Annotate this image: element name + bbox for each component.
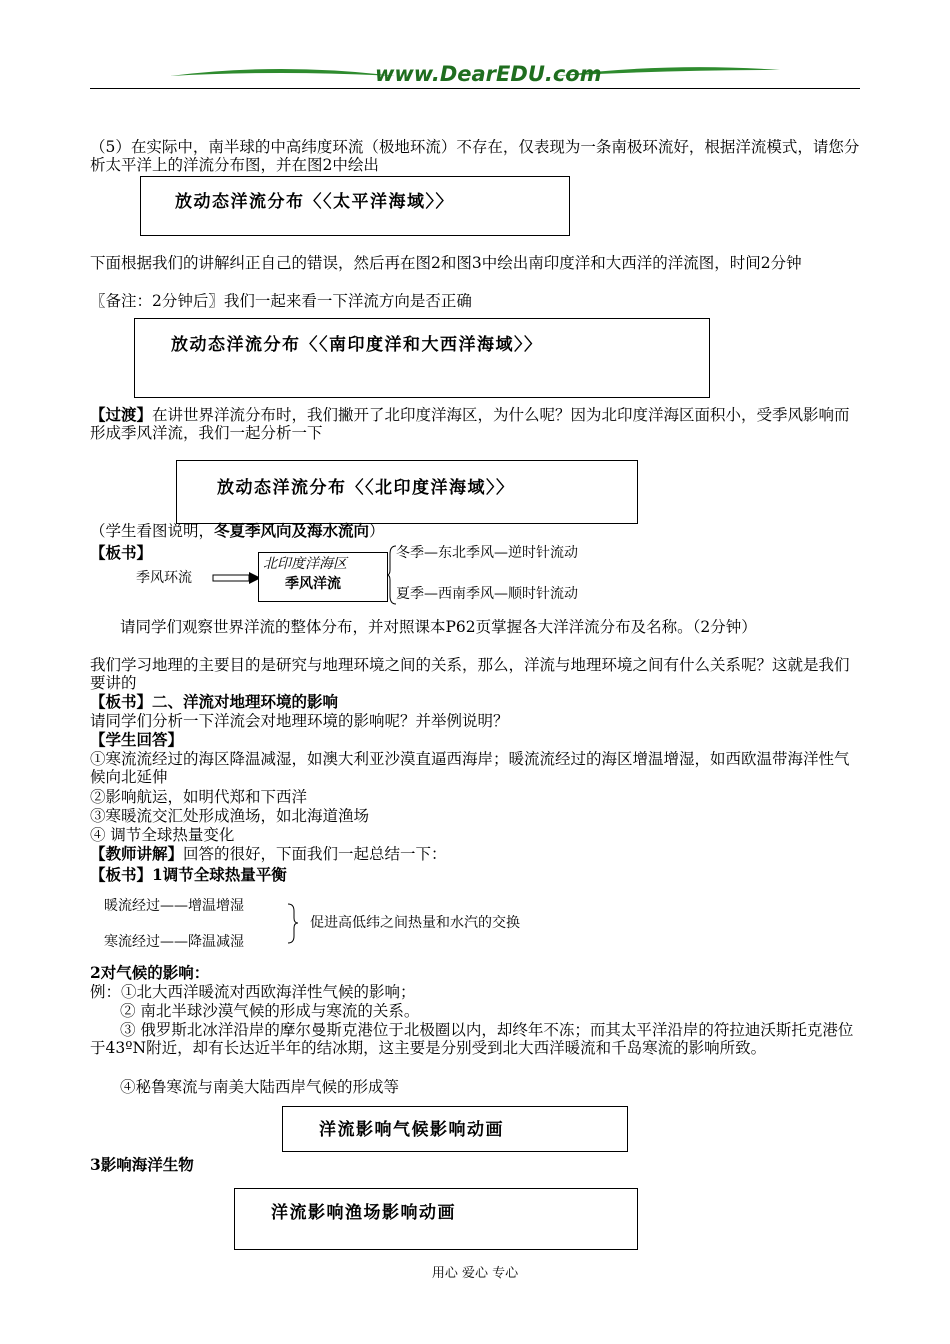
climate-item: 例：①北大西洋暖流对西欧海洋性气候的影响； — [90, 983, 416, 1001]
student-note-prefix: （学生看图说明， — [90, 522, 215, 540]
animation-box-indian-atlantic[interactable] — [134, 318, 710, 398]
board3-text: 1调节全球热量平衡 — [152, 865, 287, 884]
animation-box-pacific[interactable] — [140, 176, 570, 236]
animation-label: 洋流影响渔场影响动画 — [271, 1203, 456, 1223]
student-answer-label: 【学生回答】 — [90, 730, 184, 749]
monsoon-current-box — [258, 552, 388, 602]
transition-text: 在讲世界洋流分布时，我们撇开了北印度洋海区，为什么呢？因为北印度洋海区面积小，受季风影响而形成季风洋流，我们一起分析一下 — [90, 406, 850, 442]
para-transition — [90, 406, 860, 442]
climate-heading: 2对气候的影响： — [90, 963, 210, 982]
climate-item: ② 南北半球沙漠气候的形成与寒流的关系。 — [120, 1002, 420, 1020]
animation-box-north-indian[interactable] — [176, 460, 638, 524]
climate-item: ④秘鲁寒流与南美大陆西岸气候的形成等 — [120, 1078, 400, 1096]
warm-current-text: 暖流经过——增温增湿 — [104, 898, 244, 914]
student-note — [90, 522, 860, 540]
marine-heading: 3影响海洋生物 — [90, 1155, 194, 1174]
animation-box-fishery[interactable] — [234, 1188, 638, 1250]
teacher-label: 【教师讲解】 — [90, 844, 184, 863]
winter-monsoon-text: 冬季—东北季风—逆时针流动 — [396, 545, 578, 561]
logo-text: www.DearEDU.com — [375, 62, 602, 86]
answer-item: ②影响航运，如明代郑和下西洋 — [90, 788, 308, 806]
animation-box-climate[interactable] — [282, 1106, 628, 1152]
para-correct: 下面根据我们的讲解纠正自己的错误，然后再在图2和图3中绘出南印度洋和大西洋的洋流图，时间2分钟 — [90, 254, 802, 272]
climate-item: ③ 俄罗斯北冰洋沿岸的摩尔曼斯克港位于北极圈以内，却终年不冻；而其太平洋沿岸的符拉迪沃斯托克港位于43ºN附近，却有长达近半年的结冰期，这主要是分别受到北大西洋暖流和千岛寒流的影响所致。 — [90, 1021, 854, 1057]
board-label: 【板书】 — [90, 543, 153, 562]
heat-exchange-text: 促进高低纬之间热量和水汽的交换 — [310, 915, 520, 931]
board-heading-2: 【板书】二、洋流对地理环境的影响 — [90, 692, 339, 711]
teacher-explanation — [90, 845, 860, 863]
teacher-text: 回答的很好，下面我们一起总结一下： — [183, 845, 447, 863]
answer-item: ④ 调节全球热量变化 — [90, 826, 235, 844]
summer-monsoon-label: 夏季—西南季风—顺时针流动 — [396, 586, 578, 602]
box-line-region: 北印度洋海区 — [263, 556, 347, 572]
para-analyze: 请同学们分析一下洋流会对地理环境的影响呢？并举例说明？ — [90, 712, 509, 730]
cold-current-text: 寒流经过——降温减湿 — [104, 934, 244, 950]
header-rule — [90, 88, 860, 89]
monsoon-circulation-label: 季风环流 — [136, 570, 192, 586]
student-note-suffix: ） — [369, 522, 385, 540]
student-note-bold: 冬夏季风向及海水流向 — [214, 521, 370, 540]
animation-label: 放动态洋流分布〈〈南印度洋和大西洋海域〉〉 — [171, 335, 543, 355]
header-logo — [160, 58, 790, 90]
footer: 用心 爱心 专心 — [431, 1266, 519, 1281]
animation-label: 放动态洋流分布〈〈北印度洋海域〉〉 — [217, 478, 515, 498]
board-heading-3 — [90, 866, 860, 884]
para-purpose: 我们学习地理的主要目的是研究与地理环境之间的关系，那么，洋流与地理环境之间有什么关系呢？这就是我们要讲的 — [90, 656, 850, 692]
answer-item: ①寒流流经过的海区降温减湿，如澳大利亚沙漠直逼西海岸；暖流流经过的海区增温增湿，如西欧温带海洋性气候向北延伸 — [90, 750, 850, 786]
para-pacific: （5）在实际中，南半球的中高纬度环流（极地环流）不存在，仅表现为一条南极环流好，根据洋流模式，请您分析太平洋上的洋流分布图，并在图2中绘出 — [90, 138, 860, 174]
animation-label: 放动态洋流分布〈〈太平洋海域〉〉 — [175, 192, 454, 212]
box-line-current: 季风洋流 — [285, 576, 341, 592]
answer-item: ③寒暖流交汇处形成渔场，如北海道渔场 — [90, 807, 370, 825]
para-observe: 请同学们观察世界洋流的整体分布，并对照课本P62页掌握各大洋洋流分布及名称。（2分钟） — [120, 618, 757, 636]
transition-label: 【过渡】 — [90, 405, 153, 424]
board3-label: 【板书】 — [90, 865, 153, 884]
animation-label: 洋流影响气候影响动画 — [319, 1120, 504, 1140]
para-note: 〖备注：2分钟后〗我们一起来看一下洋流方向是否正确 — [90, 292, 472, 310]
brace-icon — [286, 902, 300, 946]
arrow-right-icon — [212, 570, 262, 586]
summer-monsoon-text — [396, 586, 616, 603]
